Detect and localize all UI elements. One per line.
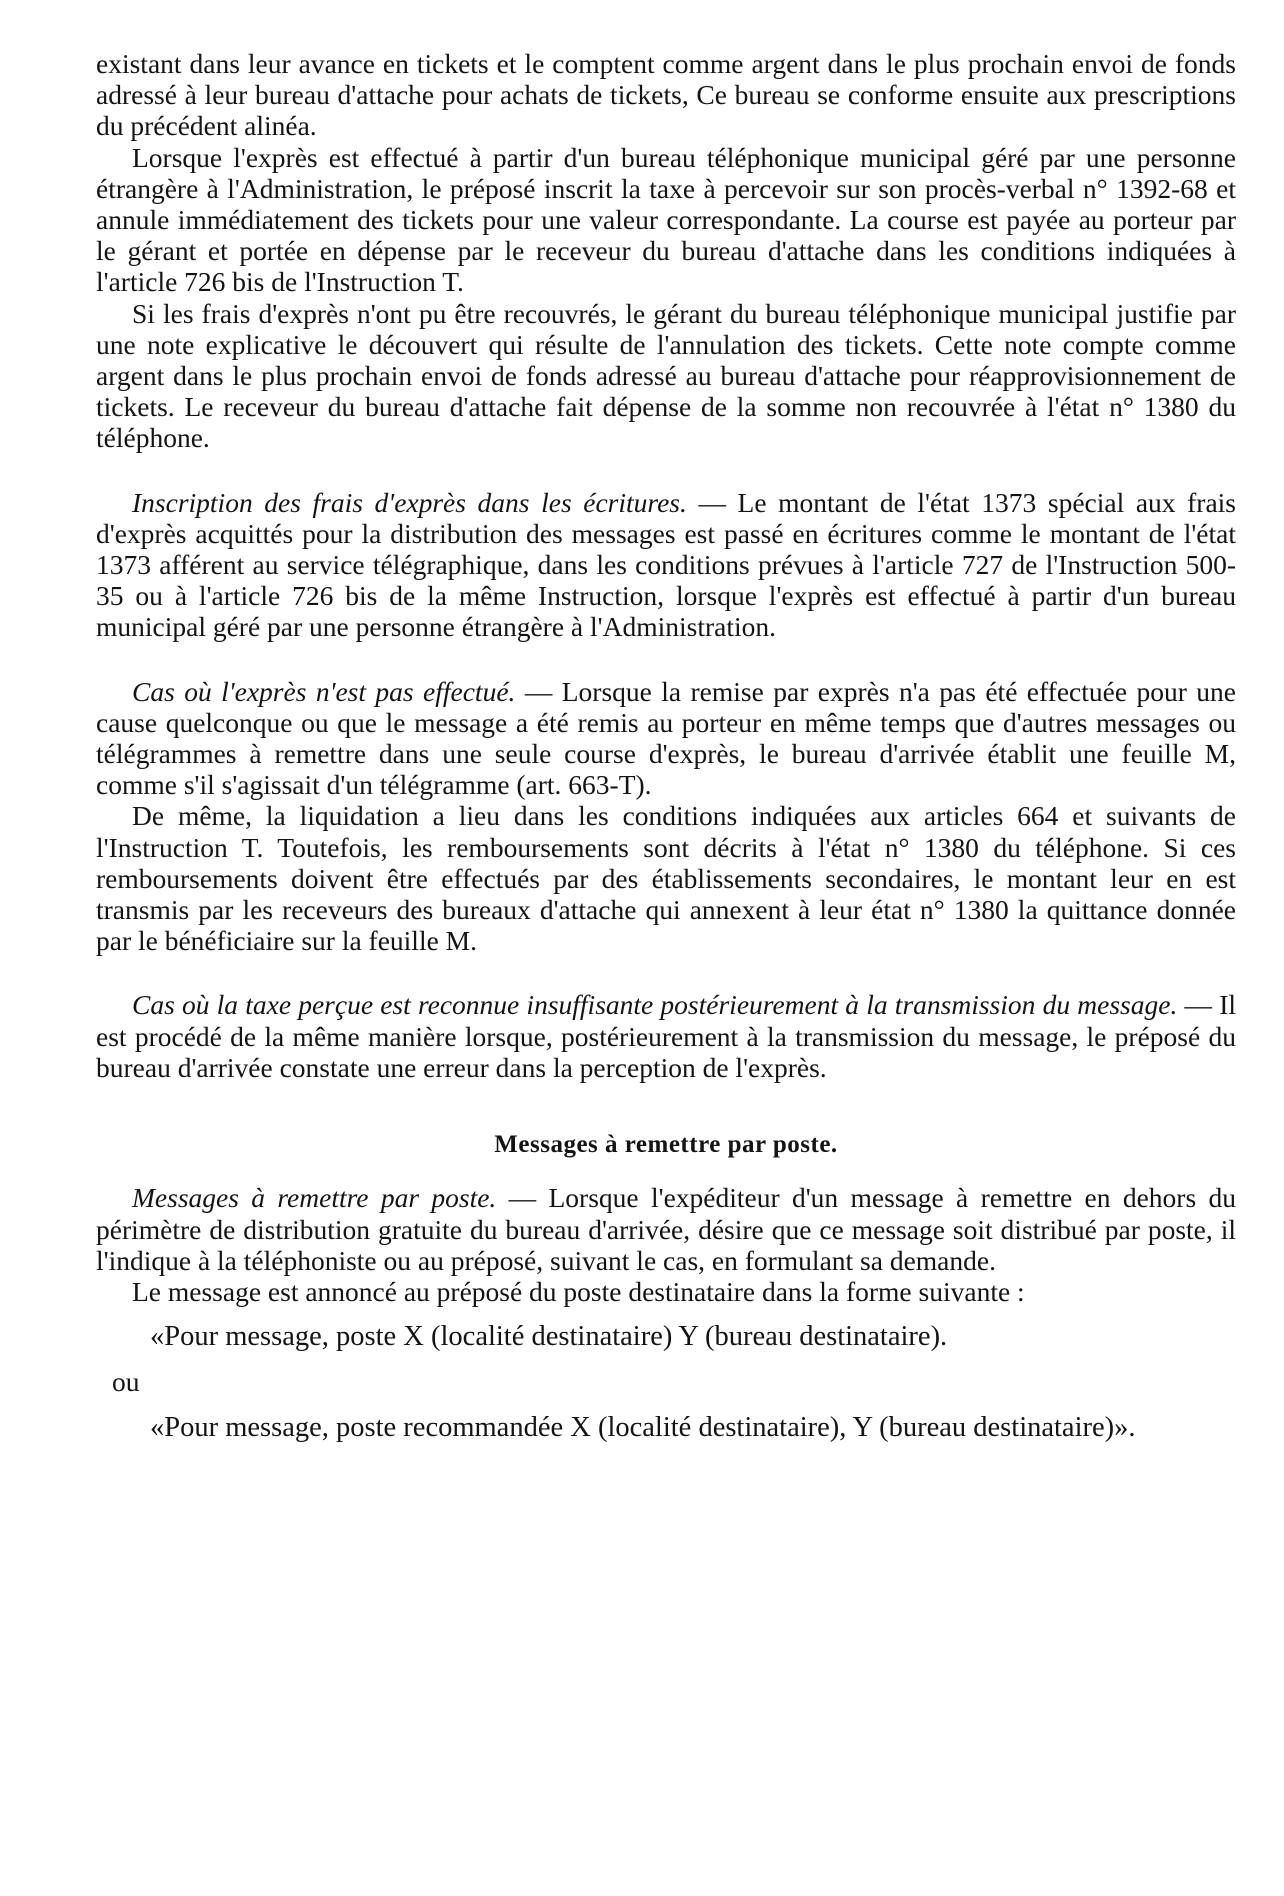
quote-poste-recommandee: «Pour message, poste recommandée X (localité destinataire), Y (bureau destinataire)». xyxy=(150,1411,1136,1443)
or-separator: ou xyxy=(112,1366,140,1398)
cas-taxe-lead: Cas où la taxe perçue est reconnue insuffisante postérieurement à la transmission du message. xyxy=(132,989,1178,1021)
paragraph-poste xyxy=(96,1182,1236,1276)
section-heading: Messages à remettre par poste. xyxy=(494,1131,838,1159)
cas-non-effectue-text: — Lorsque la remise par exprès n'a pas été effectuée pour une cause quelconque ou que le message a été remis au porteur en même temps que d'autres messages ou télégrammes à remettre dans une seule course d'exprès, le bureau d'arrivée établit une feuille M, comme s'il s'agissait d'un télégramme (art. 663-T). xyxy=(96,675,1236,801)
poste-text: — Lorsque l'expéditeur d'un message à remettre en dehors du périmètre de distribution gratuite du bureau d'arrivée, désire que ce message soit distribué par poste, il l'indique à la téléphoniste ou au préposé, suivant le cas, en formulant sa demande. xyxy=(96,1182,1236,1276)
document-page xyxy=(96,48,1236,1443)
paragraph-bureau-municipal: Lorsque l'exprès est effectué à partir d'un bureau téléphonique municipal géré par une personne étrangère à l'Administration, le préposé inscrit la taxe à percevoir sur son procès-verbal n° 1392-68 et annule immédiatement des tickets pour une valeur correspondante. La course est payée au porteur par le gérant et portée en dépense par le receveur du bureau d'attache dans les conditions indiquées à l'article 726 bis de l'Instruction T. xyxy=(96,141,1236,298)
cas-taxe-text: — Il est procédé de la même manière lorsque, postérieurement à la transmission du message, le préposé du bureau d'arrivée constate une erreur dans la perception de l'exprès. xyxy=(96,989,1236,1083)
paragraph-frais-non-recouvres: Si les frais d'exprès n'ont pu être recouvrés, le gérant du bureau téléphonique municipal justifie par une note explicative le découvert qui résulte de l'annulation des tickets. Cette note compte comme argent dans le plus prochain envoi de fonds adressé au bureau d'attache pour réapprovisionnement de tickets. Le receveur du bureau d'attache fait dépense de la somme non recouvrée à l'état n° 1380 du téléphone. xyxy=(96,297,1236,454)
paragraph-cas-non-effectue xyxy=(96,676,1236,801)
cas-non-effectue-lead: Cas où l'exprès n'est pas effectué. xyxy=(132,675,516,707)
paragraph-inscription xyxy=(96,487,1236,643)
inscription-lead: Inscription des frais d'exprès dans les écritures. xyxy=(132,486,687,518)
inscription-text: — Le montant de l'état 1373 spécial aux frais d'exprès acquittés pour la distribution des messages est passé en écritures comme le montant de l'état 1373 afférent au service télégraphique, dans les conditions prévues à l'article 727 de l'Instruction 500-35 ou à l'article 726 bis de la même Instruction, lorsque l'exprès est effectué à partir d'un bureau municipal géré par une personne étrangère à l'Administration. xyxy=(96,486,1236,643)
quote-poste: «Pour message, poste X (localité destinataire) Y (bureau destinataire). xyxy=(150,1321,948,1353)
paragraph-cas-taxe xyxy=(96,989,1236,1083)
poste-lead: Messages à remettre par poste. xyxy=(132,1182,497,1214)
paragraph-annonce: Le message est annoncé au préposé du poste destinataire dans la forme suivante : xyxy=(132,1275,1025,1307)
paragraph-liquidation: De même, la liquidation a lieu dans les conditions indiquées aux articles 664 et suivants de l'Instruction T. Toutefois, les remboursements sont décrits à l'état n° 1380 du téléphone. Si ces remboursements doivent être effectués par des établissements secondaires, le montant leur en est transmis par les receveurs des bureaux d'attache qui annexent à leur état n° 1380 la quittance donnée par le bénéficiaire sur la feuille M. xyxy=(96,800,1236,957)
paragraph-avance-tickets: existant dans leur avance en tickets et le comptent comme argent dans le plus prochain envoi de fonds adressé à leur bureau d'attache pour achats de tickets, Ce bureau se conforme ensuite aux prescriptions du précédent alinéa. xyxy=(96,48,1236,142)
